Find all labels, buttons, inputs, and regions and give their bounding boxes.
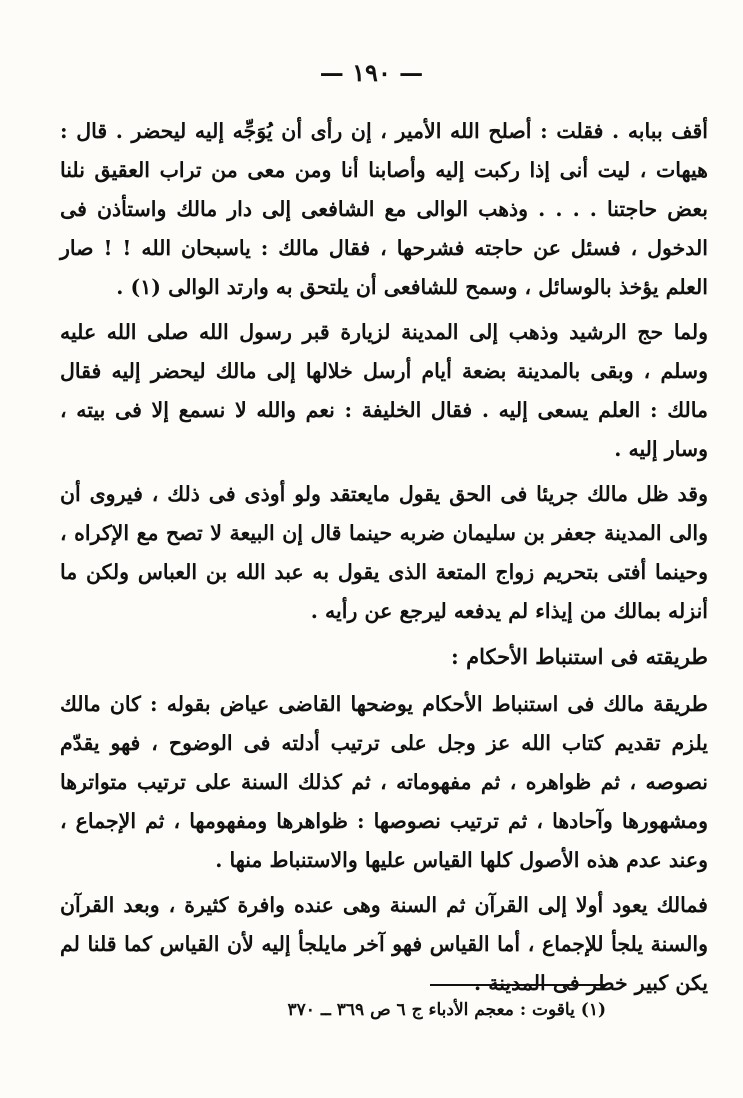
paragraph-method: طريقة مالك فى استنباط الأحكام يوضحها القاضى عياض بقوله : كان مالك يلزم تقديم كتاب الله عز وجل على ترتيب أدلته فى الوضوح ، فهو يقدّم نصوصه ، ثم ظواهره ، ثم مفهوماته ، ثم كذلك السنة على ترتيب متواترها ومشهورها وآحادها ، ثم ترتيب نصوصها : ظواهرها ومفهومها ، ثم الإجماع ، وعند عدم هذه الأصول كلها القياس عليها والاستنباط منها . [60,692,708,872]
body-text [60,112,708,1009]
section-title: طريقته فى استنباط الأحكام : [451,644,708,669]
paragraph-malik-courage: وقد ظل مالك جريئا فى الحق يقول مايعتقد ولو أوذى فى ذلك ، فيروى أن والى المدينة جعفر بن سليمان ضربه حينما قال إن البيعة لا تصح مع الإكراه ، وحينما أفتى بتحريم زواج المتعة الذى يقول به عبد الله بن العباس ولكن ما أنزله بمالك من إيذاء لم يدفعه ليرجع عن رأيه . [60,482,708,623]
footnote: (١) ياقوت : معجم الأدباء ج ٦ ص ٣٦٩ ــ ٣٧٠ [287,1000,606,1020]
paragraph-sources-order: فمالك يعود أولا إلى القرآن ثم السنة وهى عنده وافرة كثيرة ، وبعد القرآن والسنة يلجأ للإجماع ، أما القياس فهو آخر مايلجأ إليه لأن القياس كما قلنا لم يكن كبير خطر فى المدينة . [60,893,708,995]
paragraph-visit-malik: أقف ببابه . فقلت : أصلح الله الأمير ، إن رأى أن يُوَجِّه إليه ليحضر . قال : هيهات ، ليت أنى إذا ركبت إليه وأصابنا أنا ومن معى من تراب العقيق نلنا بعض حاجتنا . . . . وذهب الوالى مع الشافعى إلى دار مالك واستأذن فى الدخول ، فسئل عن حاجته فشرحها ، فقال مالك : ياسبحان الله ! ! صار العلم يؤخذ بالوسائل ، وسمح للشافعى أن يلتحق به وارتد الوالى (١) . [60,119,708,299]
footnote-divider [430,984,606,986]
page-number: — ١٩٠ — [319,58,424,87]
paragraph-rashid-pilgrimage: ولما حج الرشيد وذهب إلى المدينة لزيارة قبر رسول الله صلى الله عليه وسلم ، وبقى بالمدينة بضعة أيام أرسل خلالها إلى مالك ليحضر إليه فقال مالك : العلم يسعى إليه . فقال الخليفة : نعم والله لا نسمع إلا فى بيته ، وسار إليه . [60,320,708,461]
